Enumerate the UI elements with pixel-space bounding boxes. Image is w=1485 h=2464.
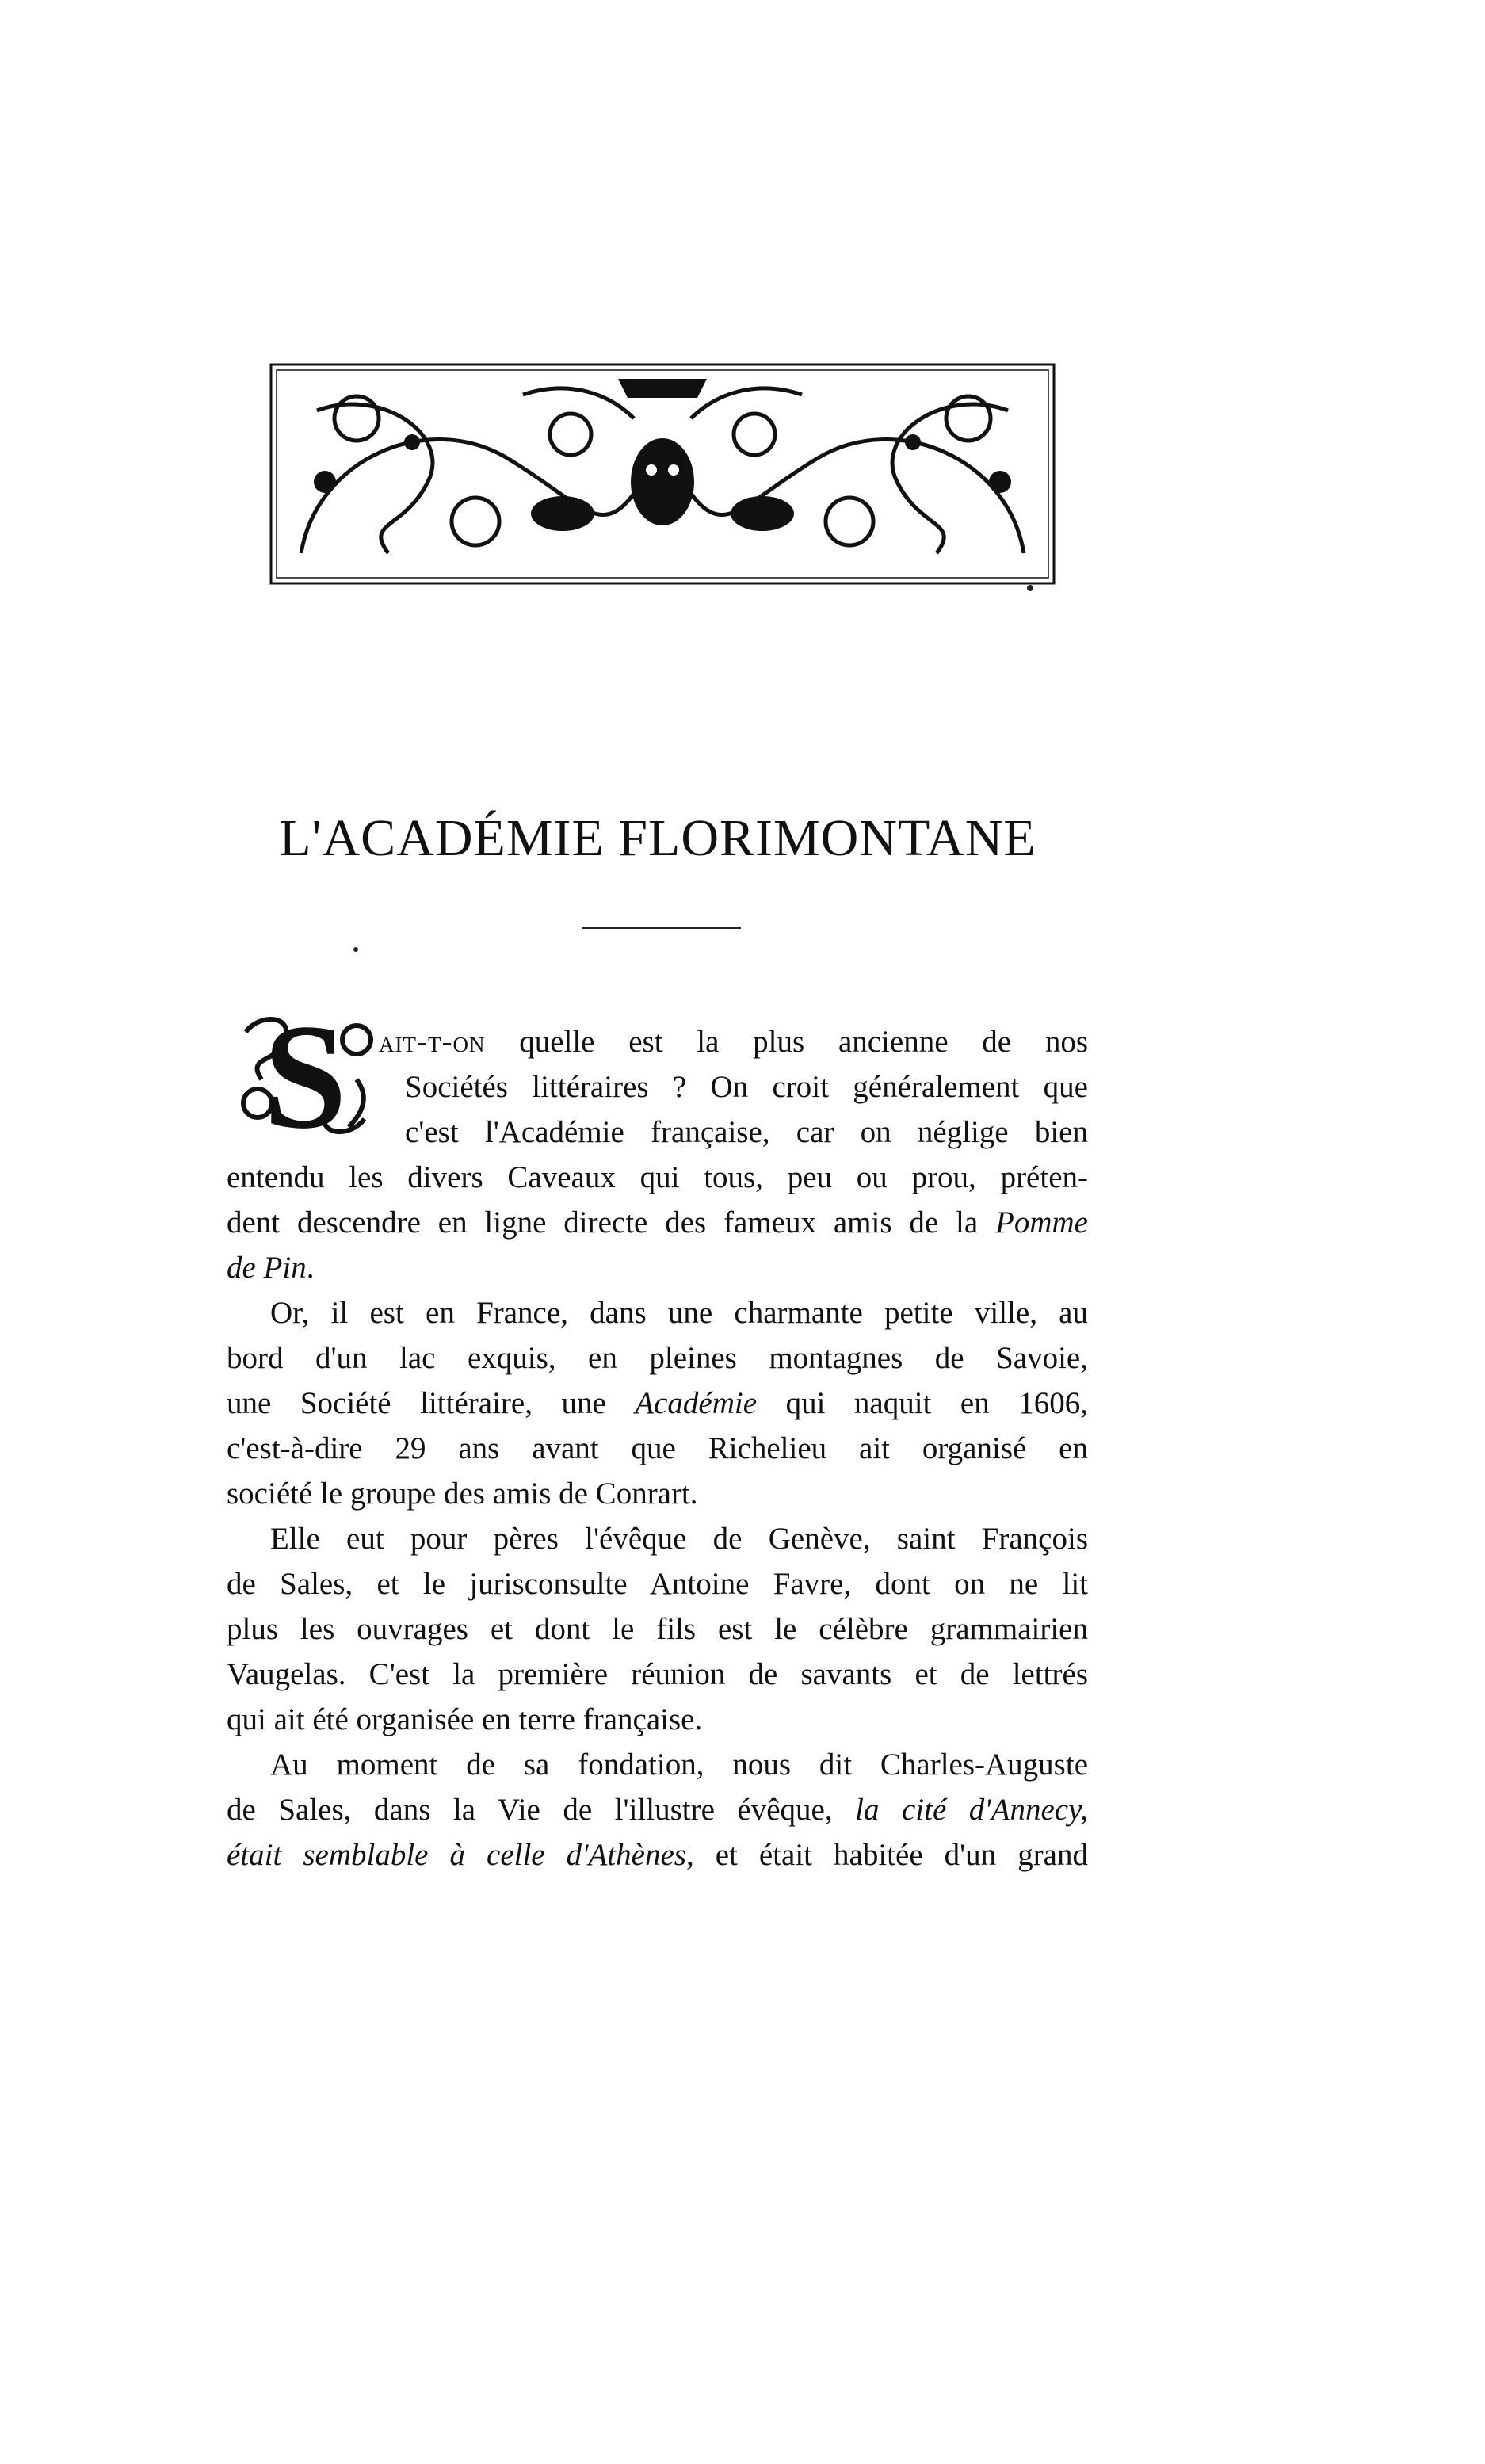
text-segment: quelle est la plus ancienne de nos — [485, 1025, 1088, 1059]
ink-dot — [353, 947, 358, 952]
title-divider — [582, 927, 741, 929]
italic-text: de Pin — [227, 1251, 307, 1285]
text-segment: entendu les divers Caveaux qui tous, peu ou prou, préten- — [227, 1160, 1088, 1194]
text-line — [227, 1155, 1088, 1200]
text-line — [227, 1561, 1088, 1606]
svg-text:S: S — [263, 1008, 347, 1143]
text-line — [227, 1110, 1088, 1155]
text-segment: . — [306, 1251, 315, 1285]
text-segment: Elle eut pour pères l'évêque de Genève, saint François — [270, 1522, 1088, 1556]
text-line — [227, 1426, 1088, 1471]
text-segment: société le groupe des amis de Conrart. — [227, 1476, 698, 1511]
text-segment: Sociétés littéraires ? On croit généralement que — [405, 1070, 1088, 1104]
text-line — [227, 1516, 1088, 1561]
text-line — [227, 1832, 1088, 1878]
text-line — [227, 1697, 1088, 1742]
text-segment: de Sales, et le jurisconsulte Antoine Favre, dont on ne lit — [227, 1567, 1088, 1601]
text-segment: Vaugelas. C'est la première réunion de savants et de lettrés — [227, 1657, 1088, 1691]
text-line — [227, 1381, 1088, 1426]
text-line — [227, 1245, 1088, 1290]
text-segment: Au moment de sa fondation, nous dit Charles-Auguste — [270, 1748, 1088, 1782]
small-caps-text: ait-t-on — [379, 1025, 486, 1059]
text-segment: qui naquit en 1606, — [757, 1386, 1088, 1420]
italic-text: était semblable à celle d'Athènes — [227, 1838, 686, 1872]
text-line — [227, 1290, 1088, 1335]
text-segment: dent descendre en ligne directe des fameux amis de la — [227, 1205, 996, 1240]
body-text — [227, 1019, 1088, 1878]
text-segment: Or, il est en France, dans une charmante petite ville, au — [270, 1296, 1088, 1330]
text-segment: , et était habitée d'un grand — [685, 1838, 1088, 1872]
text-segment: une Société littéraire, une — [227, 1386, 636, 1420]
text-line — [227, 1335, 1088, 1381]
italic-text: la cité d'Annecy, — [855, 1793, 1088, 1827]
text-segment: c'est l'Académie française, car on néglige bien — [405, 1115, 1088, 1149]
text-segment: c'est-à-dire 29 ans avant que Richelieu ait organisé en — [227, 1431, 1088, 1465]
text-line — [227, 1606, 1088, 1652]
italic-text: Pomme — [995, 1205, 1088, 1240]
page-title: L'ACADÉMIE FLORIMONTANE — [279, 809, 1036, 867]
text-line — [227, 1652, 1088, 1697]
text-segment: bord d'un lac exquis, en pleines montagnes de Savoie, — [227, 1341, 1088, 1375]
text-segment: qui ait été organisée en terre française. — [227, 1702, 703, 1736]
text-segment: de Sales, dans la Vie de l'illustre évêque, — [227, 1793, 856, 1827]
text-line — [227, 1742, 1088, 1787]
decorative-headpiece-ornament — [269, 363, 1056, 585]
text-line — [227, 1200, 1088, 1245]
text-line — [227, 1787, 1088, 1832]
text-line — [227, 1064, 1088, 1110]
text-segment: plus les ouvrages et dont le fils est le célèbre grammairien — [227, 1612, 1088, 1646]
italic-text: Académie — [635, 1386, 758, 1420]
text-line — [227, 1471, 1088, 1516]
text-line — [227, 1019, 1088, 1064]
ink-dot — [1027, 585, 1033, 591]
